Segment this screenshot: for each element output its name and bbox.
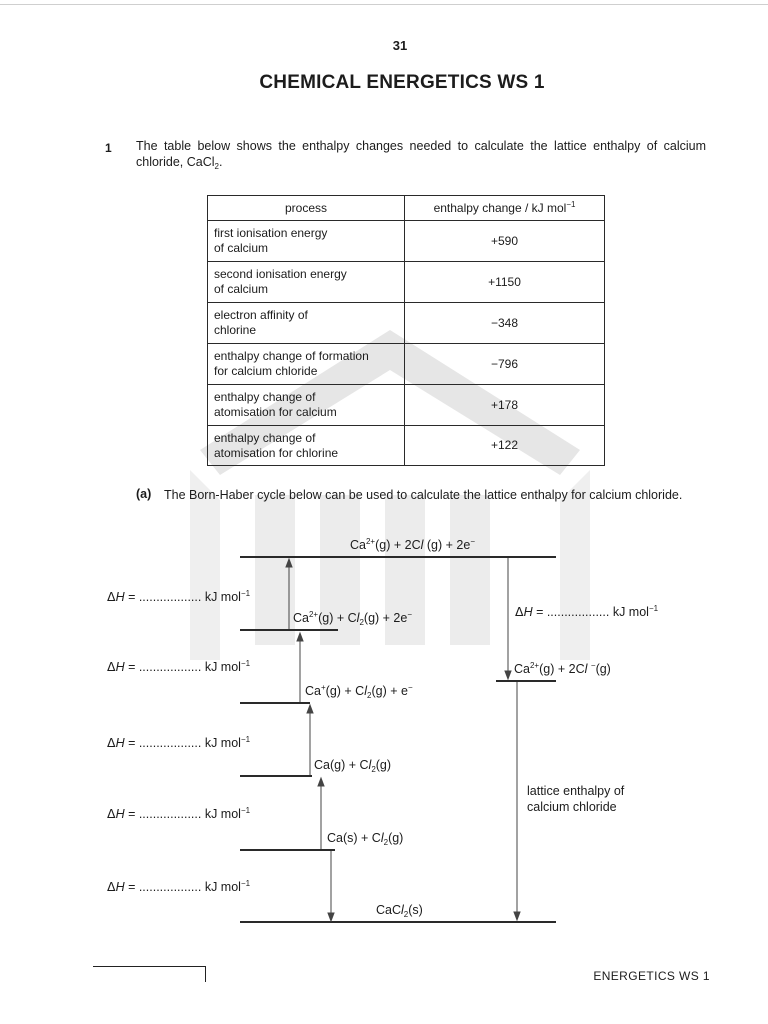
- value-cell: +178: [405, 385, 605, 426]
- process-cell: second ionisation energy of calcium: [208, 262, 405, 303]
- delta-h-blank-5[interactable]: ΔH = .................. kJ mol$^{-1}$: [107, 879, 251, 894]
- delta-h-blank-2[interactable]: ΔH = .................. kJ mol$^{-1}$: [107, 659, 251, 674]
- process-cell: enthalpy change of atomisation for chlorine: [208, 426, 405, 466]
- delta-h-blank-4[interactable]: ΔH = .................. kJ mol$^{-1}$: [107, 806, 251, 821]
- footer-tick: [205, 966, 206, 982]
- species-bottom: CaCl$_2$(s): [376, 903, 423, 919]
- header-enthalpy: enthalpy change / kJ mol$^{-1}$: [405, 196, 605, 221]
- delta-h-blank-3[interactable]: ΔH = .................. kJ mol$^{-1}$: [107, 735, 251, 750]
- page-number: 31: [392, 38, 408, 53]
- process-cell: electron affinity of chlorine: [208, 303, 405, 344]
- part-a-text: The Born-Haber cycle below can be used to calculate the lattice enthalpy for calcium chloride.: [164, 488, 683, 502]
- value-cell: +590: [405, 221, 605, 262]
- species-level-3: $Ca^+(g) + Cl_2(g) + e^-$: [305, 683, 413, 700]
- question-number: 1: [105, 141, 112, 155]
- part-a-label: (a): [136, 487, 152, 501]
- footer-label: ENERGETICS WS 1: [593, 969, 710, 983]
- delta-h-blank-1[interactable]: ΔH = .................. kJ mol$^{-1}$: [107, 589, 251, 604]
- lattice-label-line-2: calcium chloride: [527, 800, 617, 814]
- header-process: process: [208, 196, 405, 221]
- value-cell: −796: [405, 344, 605, 385]
- process-cell: first ionisation energy of calcium: [208, 221, 405, 262]
- lattice-label-line-1: lattice enthalpy of: [527, 784, 625, 798]
- process-cell: enthalpy change of formation for calcium chloride: [208, 344, 405, 385]
- species-level-2: $Ca^{2+}(g) + Cl_2(g) + 2e^-$: [293, 610, 413, 627]
- value-cell: +1150: [405, 262, 605, 303]
- species-level-4: $Ca(g) + Cl_2(g)$: [314, 758, 392, 774]
- species-top: $Ca^{2+}(g) + 2Cl$ (g) + 2e−: [350, 537, 475, 552]
- value-cell: −348: [405, 303, 605, 344]
- question-text: The table below shows the enthalpy changes needed to calculate the lattice enthalpy of calcium chloride, CaCl$_2$.: [136, 139, 706, 171]
- process-cell: enthalpy change of atomisation for calcium: [208, 385, 405, 426]
- footer-rule: [93, 966, 205, 967]
- species-right: $Ca^{2+}(g) + 2Cl$ −(g): [514, 661, 611, 676]
- page-title: CHEMICAL ENERGETICS WS 1: [259, 72, 545, 93]
- delta-h-blank-right[interactable]: ΔH = .................. kJ mol$^{-1}$: [515, 604, 659, 619]
- arrow-head: [286, 559, 292, 567]
- value-cell: +122: [405, 426, 605, 466]
- species-level-5: $Ca(s) + Cl_2(g)$: [327, 831, 404, 847]
